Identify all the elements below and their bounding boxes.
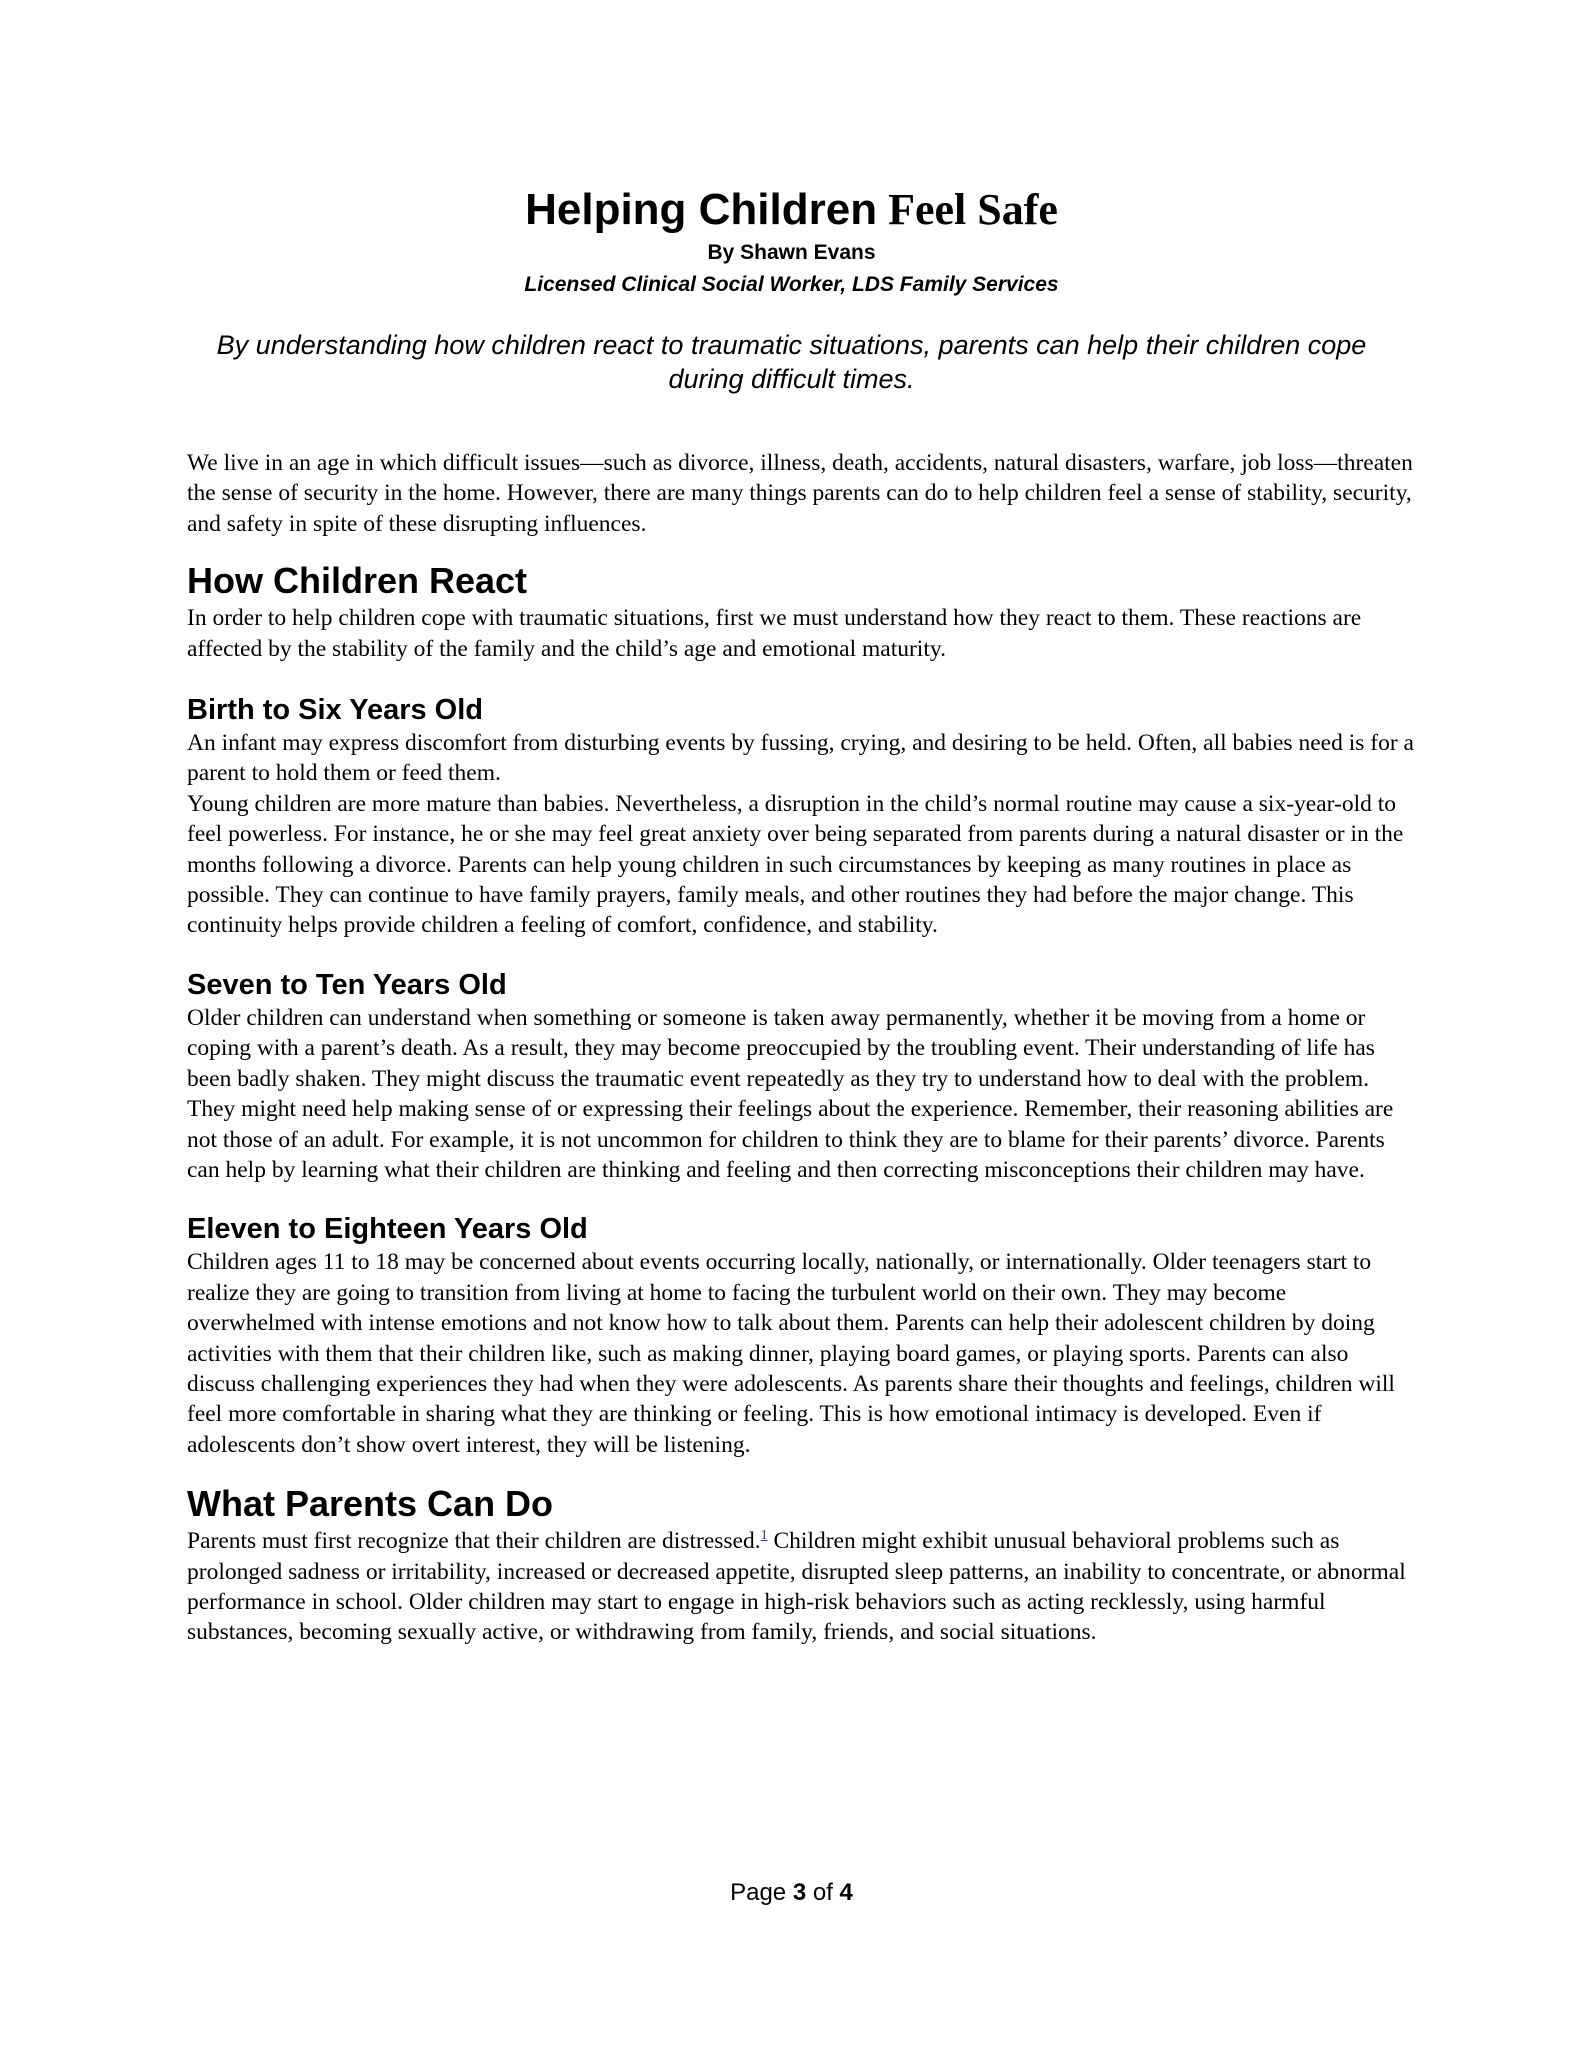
title-block — [0, 182, 1583, 302]
title-part-serif: Feel Safe — [888, 185, 1058, 234]
author-byline: By Shawn Evans — [707, 241, 876, 264]
seven-ten-paragraph: Older children can understand when something or someone is taken away permanently, whether it be moving from a home or coping with a parent’s death. As a result, they may become preoccupied by the troubling event. Their understanding of life has been badly shaken. They might discuss the traumatic event repeatedly as they try to understand how to deal with the problem. They might need help making sense of or expressing their feelings about the experience. Remember, their reasoning abilities are not those of an adult. For example, it is not uncommon for children to think they are to blame for their parents’ divorce. Parents can help by learning what their children are thinking and feeling and then correcting misconceptions their children may have. — [187, 1004, 1394, 1183]
heading-what-parents-can-do: What Parents Can Do — [187, 1483, 554, 1525]
footnote-link[interactable]: 1 — [760, 1528, 768, 1544]
article-body — [187, 448, 1417, 1648]
parents-text-after: Children might exhibit unusual behavioral problems such as prolonged sadness or irritability, increased or decreased appetite, disrupted sleep patterns, an inability to concentrate, or abnormal performance in school. Older children may start to engage in high-risk behaviors such as acting recklessly, using harmful substances, becoming sexually active, or withdrawing from family, friends, and social situations. — [187, 1528, 1406, 1646]
document-title — [0, 182, 1583, 238]
total-page-number: 4 — [839, 1879, 853, 1906]
heading-eleven-to-eighteen: Eleven to Eighteen Years Old — [187, 1213, 588, 1246]
heading-seven-to-ten: Seven to Ten Years Old — [187, 968, 507, 1001]
intro-paragraph: We live in an age in which difficult issues—such as divorce, illness, death, accidents, natural disasters, warfare, job loss—threaten the sense of security in the home. However, there are many things parents can do to help children feel a sense of stability, security, and safety in spite of these disrupting influences. — [187, 450, 1413, 537]
react-paragraph: In order to help children cope with traumatic situations, first we must understand how they react to them. These reactions are affected by the stability of the family and the child’s age and emotional maturity. — [187, 605, 1362, 662]
article-tagline: By understanding how children react to traumatic situations, parents can help their children cope during difficult times. — [216, 330, 1367, 394]
parents-text-before: Parents must first recognize that their children are distressed. — [187, 1528, 761, 1555]
eleven-eighteen-paragraph: Children ages 11 to 18 may be concerned about events occurring locally, nationally, or internationally. Older teenagers start to realize they are going to transition from living at home to facing the turbulent world on their own. They may become overwhelmed with intense emotions and not know how to talk about them. Parents can help their adolescent children by doing activities with them that their children like, such as making dinner, playing board games, or playing sports. Parents can also discuss challenging experiences they had when they were adolescents. As parents share their thoughts and feelings, children will feel more comfortable in sharing what they are thinking or feeling. This is how emotional intimacy is developed. Even if adolescents don’t show overt interest, they will be listening. — [187, 1249, 1395, 1458]
page-footer — [0, 1878, 1583, 1908]
heading-how-children-react: How Children React — [187, 560, 528, 602]
birth-six-paragraph-2: Young children are more mature than babies. Nevertheless, a disruption in the child’s normal routine may cause a six-year-old to feel powerless. For instance, he or she may feel great anxiety over being separated from parents during a natural disaster or in the months following a divorce. Parents can help young children in such circumstances by keeping as many routines in place as possible. They can continue to have family prayers, family meals, and other routines they had before the major change. This continuity helps provide children a feeling of comfort, confidence, and stability. — [187, 790, 1404, 939]
author-credential: Licensed Clinical Social Worker, LDS Family Services — [524, 273, 1059, 296]
heading-birth-to-six: Birth to Six Years Old — [187, 694, 484, 727]
title-part-sans: Helping Children — [525, 185, 878, 234]
page-word: Page — [730, 1879, 787, 1906]
current-page-number: 3 — [792, 1879, 807, 1906]
of-word: of — [812, 1879, 833, 1906]
birth-six-paragraph-1: An infant may express discomfort from disturbing events by fussing, crying, and desiring to be held. Often, all babies need is for a parent to hold them or feed them. — [187, 730, 1414, 787]
parents-paragraph — [187, 1526, 1417, 1648]
